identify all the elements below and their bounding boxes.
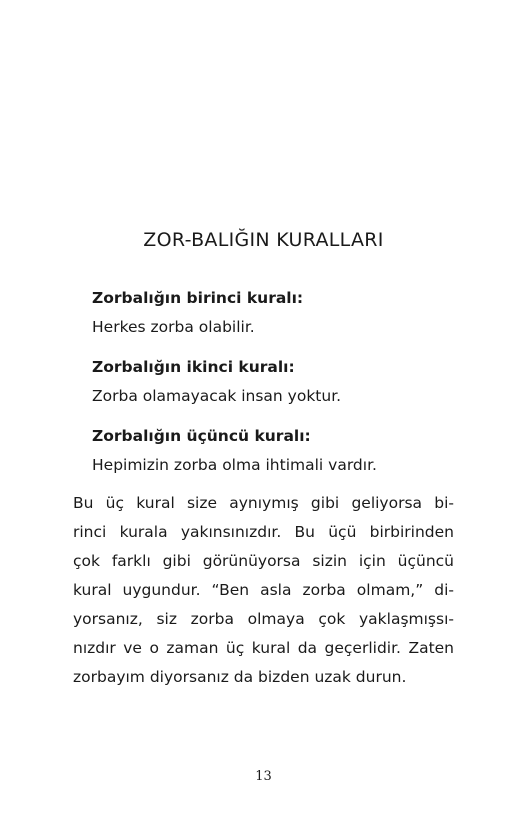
rule-heading: Zorbalığın ikinci kuralı: bbox=[92, 358, 295, 376]
page-title: ZOR-BALIĞIN KURALLARI bbox=[143, 229, 384, 251]
rule-heading: Zorbalığın üçüncü kuralı: bbox=[92, 427, 311, 445]
rule-item bbox=[92, 353, 492, 411]
paragraph-line: kural uygundur. “Ben asla zorba olmam,” di- bbox=[73, 581, 454, 599]
rule-item bbox=[92, 284, 492, 342]
paragraph-line: çok farklı gibi görünüyorsa sizin için üçüncü bbox=[73, 552, 454, 570]
paragraph-line: rinci kurala yakınsınızdır. Bu üçü birbirinden bbox=[73, 523, 454, 541]
paragraph-line: Bu üç kural size aynıymış gibi geliyorsa bi- bbox=[73, 494, 454, 512]
rule-text: Hepimizin zorba olma ihtimali vardır. bbox=[92, 456, 377, 474]
rule-item bbox=[92, 422, 492, 480]
rule-heading: Zorbalığın birinci kuralı: bbox=[92, 289, 304, 307]
page-number: 13 bbox=[255, 769, 272, 784]
body-paragraph bbox=[73, 489, 454, 692]
rule-text: Zorba olamayacak insan yoktur. bbox=[92, 387, 342, 405]
paragraph-line: nızdır ve o zaman üç kural da geçerlidir. Zaten bbox=[73, 639, 454, 657]
paragraph-line: zorbayım diyorsanız da bizden uzak durun. bbox=[73, 668, 407, 686]
rule-text: Herkes zorba olabilir. bbox=[92, 318, 255, 336]
rules-list bbox=[92, 284, 492, 491]
paragraph-line: yorsanız, siz zorba olmaya çok yaklaşmışsı- bbox=[73, 610, 454, 628]
